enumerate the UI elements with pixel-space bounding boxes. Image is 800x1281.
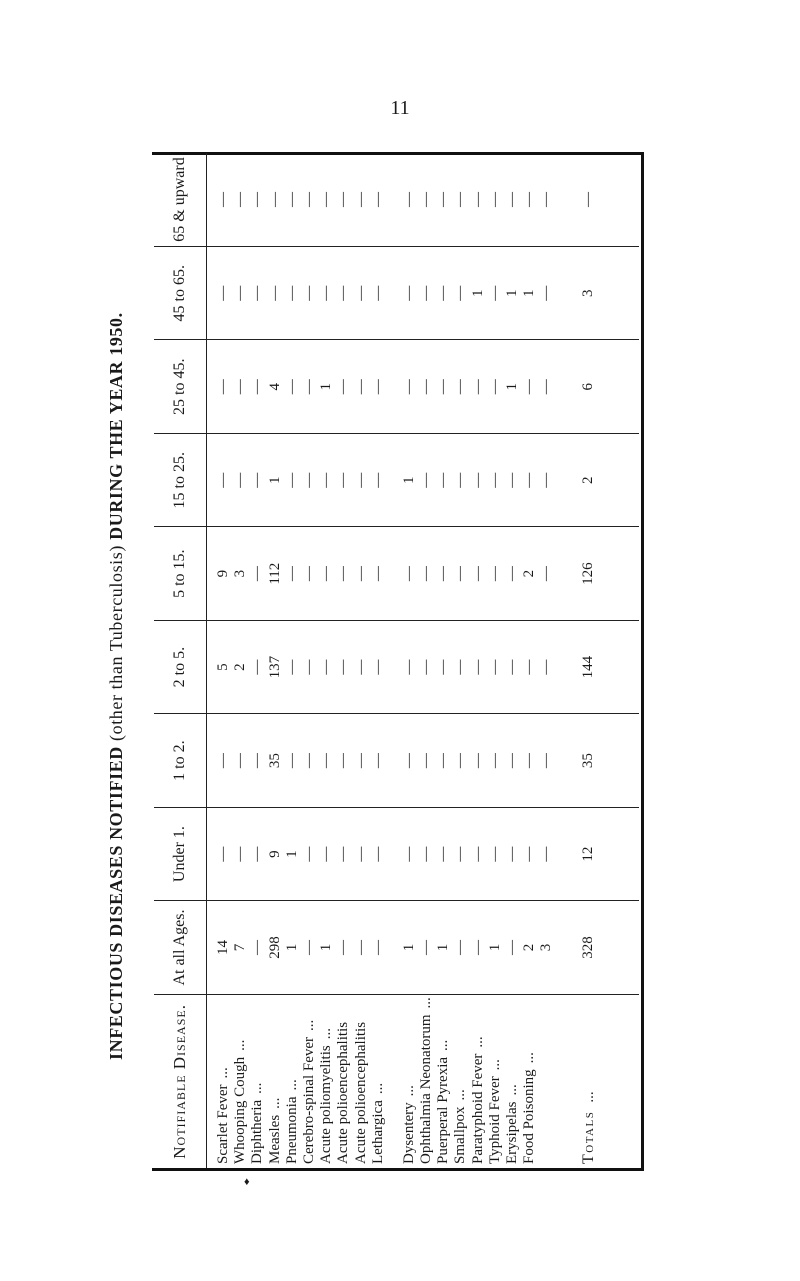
leader-dots: ... (580, 1091, 597, 1103)
table-cell: — (369, 472, 386, 488)
disease-name: Acute polioencephalitis (352, 1021, 369, 1164)
disease-name: Diphtheria (249, 1099, 266, 1164)
disease-row-label (452, 995, 469, 1164)
table-cell: 1 (521, 289, 538, 298)
table-cell: — (521, 472, 538, 488)
column-header-age-4: 2 to 5. (154, 620, 207, 713)
table-cell: — (215, 379, 231, 395)
table-cell: — (504, 940, 520, 956)
table-cell: — (249, 192, 266, 208)
table-cell: 1 (400, 476, 417, 484)
footer-mark: ♦ (244, 1176, 250, 1188)
table-cell: — (249, 659, 266, 675)
table-cell: — (400, 566, 417, 582)
table-cell: — (318, 846, 335, 862)
table-cell: — (538, 753, 555, 769)
age-column-8 (207, 247, 640, 340)
totals-cell: 35 (579, 753, 596, 769)
table-cell: — (435, 379, 452, 395)
page-title (106, 312, 127, 1060)
table-cell: — (418, 659, 435, 675)
disease-row-label (318, 995, 335, 1164)
table-cell: 9 (215, 569, 231, 578)
table-cell: — (435, 753, 452, 769)
column-header-disease: Notifiable Disease. (154, 994, 207, 1168)
leader-dots: ... (469, 1036, 486, 1048)
disease-name: Pneumonia (283, 1096, 300, 1164)
leader-dots: ... (435, 1039, 452, 1051)
disease-row-label (249, 995, 266, 1164)
age-column-5 (207, 527, 640, 620)
disease-name: Scarlet Fever (215, 1084, 231, 1164)
table-cell: — (418, 285, 435, 301)
table-cell: — (300, 940, 317, 956)
table-cell: — (283, 379, 300, 395)
leader-dots: ... (283, 1079, 300, 1091)
totals-cell: 328 (579, 936, 596, 959)
table-cell: 1 (469, 289, 486, 298)
table-cell: — (335, 192, 352, 208)
table-cell: 2 (232, 663, 249, 671)
table-cell: — (538, 192, 555, 208)
table-cell: — (300, 846, 317, 862)
table-cell: — (300, 566, 317, 582)
table-cell: — (283, 472, 300, 488)
table-cell: — (452, 192, 469, 208)
table-cell: — (352, 659, 369, 675)
table-cell: — (335, 659, 352, 675)
table-cell: — (452, 472, 469, 488)
leader-dots: ... (215, 1067, 231, 1079)
table-cell: — (266, 285, 283, 301)
table-cell: — (418, 192, 435, 208)
table-cell: — (232, 192, 249, 208)
table-cell: — (352, 753, 369, 769)
disease-name: Measles (266, 1114, 283, 1164)
table-cell: — (538, 379, 555, 395)
disease-name: Cerebro-spinal Fever (300, 1036, 317, 1164)
totals-cell: 126 (579, 562, 596, 585)
table-cell: — (435, 192, 452, 208)
leader-dots: ... (400, 1085, 417, 1097)
table-cell: 298 (266, 936, 283, 959)
table-cell: — (469, 566, 486, 582)
disease-row-label (353, 995, 370, 1164)
leader-dots: ... (232, 1039, 249, 1051)
disease-row-label (335, 995, 352, 1164)
notified-diseases-table (154, 153, 639, 1168)
leader-dots: ... (266, 1097, 283, 1109)
table-cell: — (452, 566, 469, 582)
table-cell: — (318, 659, 335, 675)
table-cell: — (400, 659, 417, 675)
leader-dots: ... (452, 1089, 469, 1101)
table-cell: 2 (521, 569, 538, 578)
table-cell: — (369, 940, 386, 956)
age-column-7 (207, 340, 640, 433)
table-cell: 4 (266, 382, 283, 391)
table-cell: — (215, 753, 231, 769)
table-cell: — (215, 846, 231, 862)
table-cell: — (335, 472, 352, 488)
disease-name-column (207, 994, 640, 1168)
table-cell: — (300, 472, 317, 488)
table-cell: 1 (266, 476, 283, 484)
table-right-rule (641, 152, 644, 1171)
table-cell: — (249, 846, 266, 862)
table-cell: — (486, 472, 503, 488)
table-cell: — (452, 379, 469, 395)
table-cell: 1 (400, 943, 417, 952)
disease-row-label (470, 995, 487, 1164)
totals-label: Totals (579, 1110, 597, 1164)
table-cell: 137 (266, 655, 283, 679)
table-cell: — (400, 379, 417, 395)
totals-cell: 12 (579, 846, 596, 862)
table-cell: — (521, 659, 538, 675)
table-bottom-rule (152, 1168, 644, 1171)
table-body-row (207, 153, 640, 1168)
table-cell: — (469, 753, 486, 769)
table-cell: — (521, 379, 538, 395)
table-cell: — (352, 940, 369, 956)
table-cell: — (318, 192, 335, 208)
table-cell: — (318, 472, 335, 488)
table-cell: 1 (283, 943, 300, 952)
column-header-age-7: 25 to 45. (154, 340, 207, 433)
table-cell: — (249, 566, 266, 582)
table-cell: 3 (538, 943, 555, 952)
totals-row-label (580, 995, 597, 1164)
age-column-2 (207, 807, 640, 900)
table-cell: — (300, 753, 317, 769)
table-cell: — (452, 846, 469, 862)
table-cell: 2 (521, 943, 538, 952)
column-header-age-5: 5 to 15. (154, 527, 207, 620)
table-cell: — (369, 379, 386, 395)
table-cell: — (538, 846, 555, 862)
table-cell: 5 (215, 663, 231, 671)
table-cell: — (369, 192, 386, 208)
table-cell: — (249, 285, 266, 301)
disease-row-label (538, 995, 555, 1164)
column-header-age-1: At all Ages. (154, 901, 207, 994)
table-cell: — (283, 285, 300, 301)
column-header-age-6: 15 to 25. (154, 433, 207, 526)
disease-row-label (521, 995, 538, 1164)
disease-row-label (370, 995, 387, 1164)
title-main: INFECTIOUS DISEASES NOTIFIED (106, 746, 126, 1060)
table-cell: — (486, 659, 503, 675)
table-header-row (154, 153, 207, 1168)
table-cell: — (538, 659, 555, 675)
table-cell: — (418, 472, 435, 488)
table-cell: — (249, 472, 266, 488)
table-cell: — (300, 285, 317, 301)
age-column-4 (207, 620, 640, 713)
disease-row-label (435, 995, 452, 1164)
table-cell: — (435, 285, 452, 301)
table-cell: — (435, 846, 452, 862)
table-cell: — (469, 659, 486, 675)
column-header-age-2: Under 1. (154, 807, 207, 900)
table-cell: 112 (266, 562, 283, 585)
title-paren: (other than Tuberculosis) (106, 545, 126, 741)
table-cell: — (369, 753, 386, 769)
age-column-9 (207, 153, 640, 247)
leader-dots: ... (369, 1082, 386, 1095)
table-cell: — (435, 566, 452, 582)
table-cell: 1 (486, 943, 503, 952)
table-cell: — (469, 379, 486, 395)
disease-name: Typhoid Fever (486, 1076, 503, 1164)
table-cell: — (335, 285, 352, 301)
table-cell: 7 (232, 943, 249, 952)
table-cell: — (318, 566, 335, 582)
totals-cell: 6 (579, 382, 596, 391)
column-header-age-3: 1 to 2. (154, 714, 207, 807)
leader-dots: ... (504, 1084, 520, 1096)
column-header-age-9: 65 & upward (154, 153, 207, 247)
disease-row-label (284, 995, 301, 1164)
table-cell: 1 (504, 289, 520, 298)
table-cell: — (504, 753, 520, 769)
table-cell: — (335, 566, 352, 582)
table-cell: — (418, 846, 435, 862)
table-cell: — (369, 285, 386, 301)
table-cell: — (452, 285, 469, 301)
table-cell: — (300, 659, 317, 675)
table-cell: — (400, 753, 417, 769)
leader-dots: ... (486, 1059, 503, 1071)
age-column-6 (207, 433, 640, 526)
leader-dots: ... (249, 1082, 266, 1094)
disease-name: Whooping Cough (232, 1056, 249, 1164)
age-column-1 (207, 901, 640, 994)
table-cell: — (469, 472, 486, 488)
table-cell: — (418, 753, 435, 769)
table-cell: — (283, 192, 300, 208)
table-cell: — (283, 659, 300, 675)
table-cell: — (335, 379, 352, 395)
age-column-3 (207, 714, 640, 807)
table-cell: 1 (318, 382, 335, 391)
disease-name: Paratyphoid Fever (469, 1053, 486, 1164)
table-cell: — (504, 659, 520, 675)
disease-name: Erysipelas (504, 1101, 520, 1164)
disease-name: Acute polioencephalitis (335, 1021, 352, 1164)
table-cell: — (418, 940, 435, 956)
table-cell: — (469, 940, 486, 956)
notified-diseases-table-wrap (154, 153, 639, 1168)
table-cell: — (452, 659, 469, 675)
leader-dots: ... (300, 1019, 317, 1031)
table-cell: — (504, 566, 520, 582)
table-cell: — (215, 285, 231, 301)
table-cell: — (232, 285, 249, 301)
totals-cell: — (579, 192, 596, 208)
table-cell: — (232, 846, 249, 862)
table-cell: — (400, 285, 417, 301)
table-cell: — (369, 659, 386, 675)
table-cell: — (215, 192, 231, 208)
table-cell: — (486, 192, 503, 208)
table-cell: — (452, 940, 469, 956)
table-cell: — (352, 472, 369, 488)
table-cell: 35 (266, 753, 283, 769)
table-cell: — (352, 566, 369, 582)
table-cell: — (335, 846, 352, 862)
disease-name: Lethargica (369, 1100, 386, 1164)
table-cell: — (504, 472, 520, 488)
column-header-age-8: 45 to 65. (154, 247, 207, 340)
table-cell: — (400, 192, 417, 208)
disease-row-label (487, 995, 504, 1164)
disease-name: Acute poliomyelitis (318, 1045, 335, 1164)
table-cell: — (232, 753, 249, 769)
table-cell: — (215, 472, 231, 488)
table-cell: — (486, 566, 503, 582)
disease-name: Smallpox (452, 1106, 469, 1164)
table-cell: — (249, 940, 266, 956)
disease-name: Dysentery (400, 1102, 417, 1164)
table-cell: — (283, 566, 300, 582)
table-cell: — (335, 753, 352, 769)
table-cell: — (300, 192, 317, 208)
table-cell: — (249, 753, 266, 769)
disease-row-label (301, 995, 318, 1164)
table-cell: — (232, 379, 249, 395)
table-cell: — (435, 659, 452, 675)
disease-name: Ophthalmia Neonatorum (418, 1014, 435, 1164)
table-cell: — (538, 285, 555, 301)
table-cell: — (232, 472, 249, 488)
disease-row-label (418, 995, 435, 1164)
page-number: 11 (390, 97, 410, 119)
table-cell: — (369, 566, 386, 582)
table-cell: — (486, 285, 503, 301)
disease-row-label (504, 995, 521, 1164)
table-cell: — (318, 285, 335, 301)
totals-cell: 2 (579, 476, 596, 484)
table-cell: — (469, 192, 486, 208)
disease-row-label (232, 995, 249, 1164)
table-cell: — (521, 846, 538, 862)
table-cell: — (352, 379, 369, 395)
table-cell: — (521, 753, 538, 769)
table-cell: — (369, 846, 386, 862)
table-cell: — (469, 846, 486, 862)
table-cell: — (400, 846, 417, 862)
table-cell: — (504, 846, 520, 862)
table-cell: 1 (283, 850, 300, 858)
table-cell: — (352, 285, 369, 301)
leader-dots: ... (318, 1028, 335, 1040)
disease-name: Food Poisoning (521, 1069, 538, 1164)
table-cell: — (318, 753, 335, 769)
table-cell: — (486, 753, 503, 769)
table-cell: 1 (435, 943, 452, 952)
table-cell: — (418, 379, 435, 395)
leader-dots: ... (521, 1052, 538, 1064)
disease-row-label (267, 995, 284, 1164)
table-cell: — (452, 753, 469, 769)
table-cell: — (538, 566, 555, 582)
table-cell: — (266, 192, 283, 208)
totals-cell: 144 (579, 655, 596, 679)
table-cell: 1 (318, 943, 335, 952)
leader-dots: ... (418, 997, 435, 1009)
table-cell: 3 (232, 569, 249, 578)
disease-name: Puerperal Pyrexia (435, 1056, 452, 1164)
table-cell: 14 (215, 940, 231, 956)
table-cell: — (486, 846, 503, 862)
table-cell: — (352, 192, 369, 208)
disease-row-label (215, 995, 232, 1164)
table-cell: — (521, 192, 538, 208)
table-cell: — (249, 379, 266, 395)
disease-row-label (401, 995, 418, 1164)
table-cell: — (300, 379, 317, 395)
table-cell: — (538, 472, 555, 488)
table-cell: — (486, 379, 503, 395)
table-cell: 9 (266, 850, 283, 858)
table-cell: — (283, 753, 300, 769)
table-cell: — (435, 472, 452, 488)
table-cell: — (504, 192, 520, 208)
title-rest: DURING THE YEAR 1950. (106, 312, 126, 540)
totals-cell: 3 (579, 289, 596, 298)
table-cell: — (335, 940, 352, 956)
table-cell: — (352, 846, 369, 862)
table-cell: — (418, 566, 435, 582)
table-cell: 1 (504, 382, 520, 391)
